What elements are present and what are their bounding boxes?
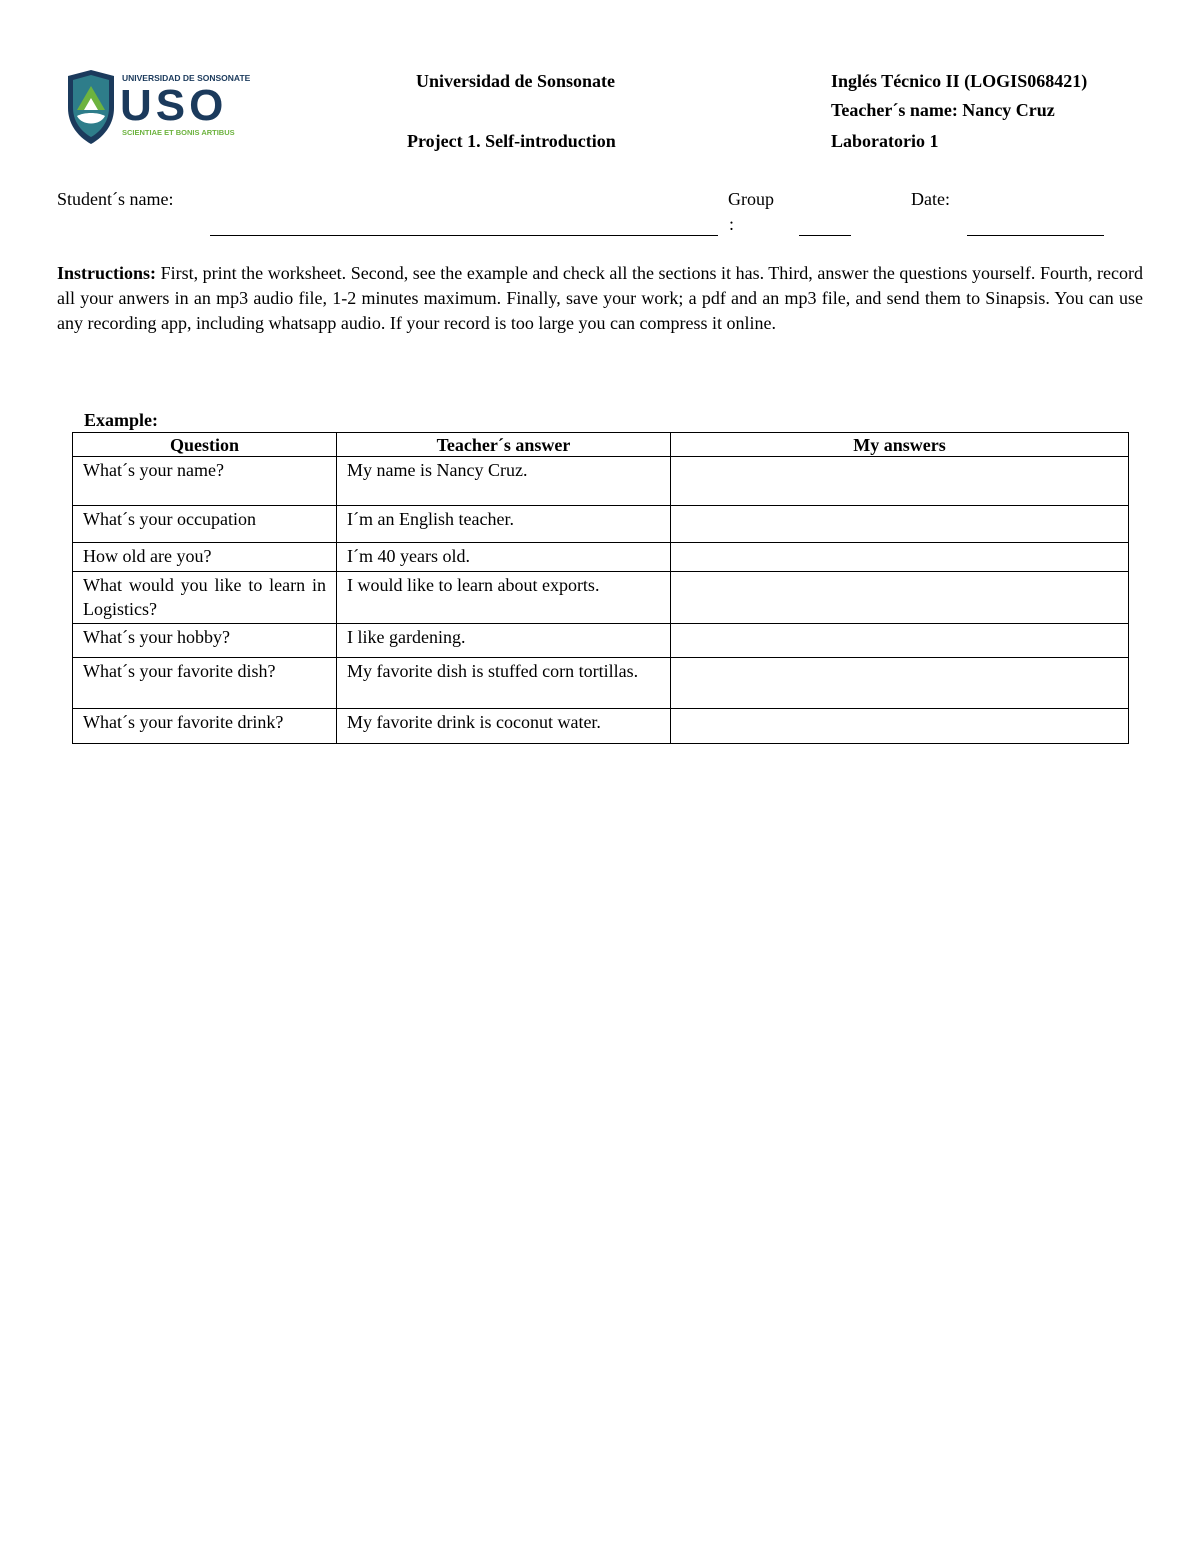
course-title: Inglés Técnico II (LOGIS068421): [831, 71, 1088, 91]
group-line[interactable]: [799, 235, 851, 236]
header-my-answers: My answers: [671, 433, 1129, 457]
logo-acronym: USO: [120, 81, 228, 130]
table-row: [73, 658, 1129, 709]
teacher-answer-cell: I like gardening.: [337, 624, 671, 658]
my-answer-cell[interactable]: [671, 572, 1129, 624]
table-row: [73, 457, 1129, 506]
my-answer-cell[interactable]: [671, 457, 1129, 506]
question-cell: How old are you?: [73, 543, 337, 572]
table-row: [73, 624, 1129, 658]
student-name-line[interactable]: [210, 235, 718, 236]
date-line[interactable]: [967, 235, 1104, 236]
question-cell: What´s your favorite drink?: [73, 709, 337, 744]
instructions-label: Instructions:: [57, 263, 157, 283]
table-row: [73, 543, 1129, 572]
example-label: Example:: [84, 410, 158, 430]
my-answer-cell[interactable]: [671, 709, 1129, 744]
my-answer-cell[interactable]: [671, 624, 1129, 658]
question-cell: What would you like to learn in Logistics?: [73, 572, 337, 624]
teacher-answer-cell: I´m 40 years old.: [337, 543, 671, 572]
example-table: [72, 432, 1129, 744]
question-cell: What´s your hobby?: [73, 624, 337, 658]
group-label: Group: [728, 189, 774, 209]
table-row: [73, 709, 1129, 744]
lab-title: Laboratorio 1: [831, 131, 939, 151]
table-row: [73, 572, 1129, 624]
group-colon: :: [729, 214, 735, 234]
logo-top-text: UNIVERSIDAD DE SONSONATE: [122, 73, 251, 83]
question-cell: What´s your favorite dish?: [73, 658, 337, 709]
instructions-text: First, print the worksheet. Second, see the example and check all the sections it has. Third, answer the questions yourself. Fourth, record all your anwers in an mp3 audio file, 1-2 minutes maximum. Finally, save your work; a pdf and an mp3 file, and send them to Sinapsis. You can use any recording app, including whatsapp audio. If your record is too large you can compress it online.: [57, 263, 1143, 333]
teacher-answer-cell: My favorite drink is coconut water.: [337, 709, 671, 744]
my-answer-cell[interactable]: [671, 506, 1129, 543]
table-row: [73, 506, 1129, 543]
question-cell: What´s your occupation: [73, 506, 337, 543]
university-name: Universidad de Sonsonate: [416, 71, 616, 91]
teacher-answer-cell: I´m an English teacher.: [337, 506, 671, 543]
project-title: Project 1. Self-introduction: [407, 131, 616, 151]
date-label: Date:: [911, 189, 950, 209]
table-header-row: [73, 433, 1129, 457]
university-logo: [64, 68, 251, 146]
teacher-answer-cell: My name is Nancy Cruz.: [337, 457, 671, 506]
student-name-label: Student´s name:: [57, 189, 174, 209]
teacher-name: Teacher´s name: Nancy Cruz: [831, 100, 1055, 120]
teacher-answer-cell: My favorite dish is stuffed corn tortillas.: [337, 658, 671, 709]
header-question: Question: [73, 433, 337, 457]
header-teacher-answer: Teacher´s answer: [337, 433, 671, 457]
instructions: [57, 261, 1143, 336]
logo-motto: SCIENTIAE ET BONIS ARTIBUS: [122, 128, 235, 137]
my-answer-cell[interactable]: [671, 658, 1129, 709]
teacher-answer-cell: I would like to learn about exports.: [337, 572, 671, 624]
question-cell: What´s your name?: [73, 457, 337, 506]
my-answer-cell[interactable]: [671, 543, 1129, 572]
